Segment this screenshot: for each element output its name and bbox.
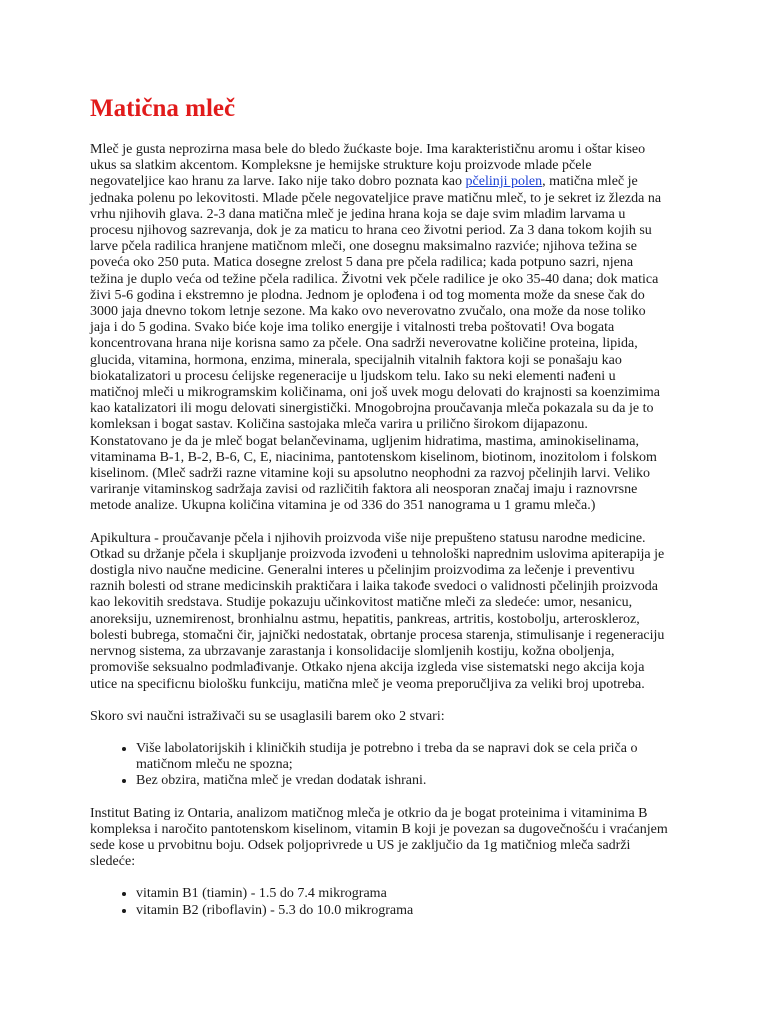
apikultura-paragraph: Apikultura - proučavanje pčela i njihovih proizvoda više nije prepušteno statusu narodne medicine. Otkad su držanje pčela i skupljanje proizvoda izvođeni u tehnološki naprednim uslovima apiterapija je dostigla nivo naučne medicine. Generalni interes u pčelinjim proizvodima za lečenje i preventivu raznih bolesti od strane medicinskih praktičara i laika takođe svedoci o validnosti pčelinjih proizvoda kao lekovitih sredstava. Studije pokazuju učinkovitost matične mleči za sledeće: umor, nesanicu, anoreksiju, uznemirenost, bronhialnu astmu, hepatitis, pankreas, artritis, kostobolju, arteroskleroz, bolesti bubrega, stomačni čir, jajnički nedostatak, obrtanje procesa starenja, stimulisanje i regeneraciju nervnog sistema, za ubrzavanje zarastanja i konsolidacije slomljenih kostiju, kožna oboljenja, promoviše seksualno podmlađivanje. Otkako njena akcija izgleda vise sistematski nego akcija koja utice na specificnu biološku funkciju, matična mleč je veoma preporučljiva za veliki broj upotreba.: [90, 530, 665, 692]
intro-paragraph: [90, 142, 668, 515]
list-item: • vitamin B1 (tiamin) - 1.5 do 7.4 mikrograma: [136, 886, 668, 902]
list-item: • vitamin B2 (riboflavin) - 5.3 do 10.0 mikrograma: [136, 903, 668, 919]
list-item: • Bez obzira, matična mleč je vredan dodatak ishrani.: [136, 773, 668, 789]
intro-text-after-link: , matična mleč je jednaka polenu po lekovitosti. Mlade pčele negovateljice prave matičnu mleč, to je sekret iz žlezda na vrhu njihovih glava. 2-3 dana matična mleč je jedina hrana koja se daje svim mladim larvama u procesu njihovog sazrevanja, dok je za maticu to hrana ceo životni period. Za 3 dana tokom kojih su larve pčela radilica hranjene matičnom mleči, one dosegnu maksimalno razviće; njihova težina se poveća oko 250 puta. Matica dosegne zrelost 5 dana pre pčela radilica; kada potpuno sazri, njena težina je duplo veća od težine pčela radilica. Životni vek pčele radilice je oko 35-40 dana; dok matica živi 5-6 godina i ekstremno je plodna. Jednom je oplođena i od tog momenta može da snese čak do 3000 jaja dnevno tokom letnje sezone. Ma kako ovo neverovatno zvučalo, ona može da nose toliko jaja i do 5 godina. Svako biće koje ima toliko energije i vitalnosti treba poštovati! Ova bogata koncentrovana hrana nije korisna samo za pčele. Ona sadrži neverovatne količine proteina, lipida, glucida, vitamina, hormona, enzima, minerala, specijalnih vitalnih faktora koji se ponašaju kao biokatalizatori u procesu ćelijske regeneracije u ljudskom telu. Iako su neki elementi nađeni u matičnoj mleči u mikrogramskim količinama, oni još uvek mogu delovati do krajnosti sa koenzimima kao katalizatori ili mogu delovati sinergistički. Mnogobrojna proučavanja mleča pokazala su da je to komleksan i bogat sastav. Količina sastojaka mleča varira u prilično širokom dijapazonu. Konstatovano je da je mleč bogat belančevinama, ugljenim hidratima, mastima, aminokiselinama, vitaminama B-1, B-2, B-6, C, E, niacinima, pantotenskom kiselinom, biotinom, inozitolom i folskom kiselinom. (Mleč sadrži razne vitamine koji su apsolutno neophodni za razvoj pčelinjih larvi. Veliko variranje vitaminskog sadržaja zavisi od različitih faktora ali neosporan značaj imaju i raznovrsne metode analize. Ukupna količina vitamina je od 336 do 351 nanograma u 1 gramu mleča.): [90, 174, 662, 514]
document-page: [90, 95, 668, 935]
pcelinji-polen-link[interactable]: pčelinji polen: [465, 174, 543, 190]
page-title: Matična mleč: [90, 95, 236, 122]
researchers-paragraph: Skoro svi naučni istraživači su se usaglasili barem oko 2 stvari:: [90, 708, 445, 724]
research-list: [90, 741, 668, 790]
intro-text-before-link: Mleč je gusta neprozirna masa bele do bledo žućkaste boje. Ima karakterističnu aromu i oštar kiseo ukus sa slatkim akcentom. Kompleksne je hemijske strukture koju proizvode mlade pčele negovateljice kao hranu za larve. Iako nije tako dobro poznata kao: [90, 142, 646, 190]
vitamin-list: [90, 886, 668, 918]
institut-paragraph: Institut Bating iz Ontaria, analizom matičnog mleča je otkrio da je bogat proteinima i vitaminima B kompleksa i naročito pantotenskom kiselinom, vitamin B koji je povezan sa dugovečnošću i vraćanjem sede kose u prvobitnu boju. Odsek poljoprivrede u US je zaključio da 1g matičniog mleča sadrži sledeće:: [90, 805, 668, 870]
list-item: • Više labolatorijskih i kliničkih studija je potrebno i treba da se napravi dok se cela priča o matičnom mleču ne spozna;: [136, 741, 668, 773]
